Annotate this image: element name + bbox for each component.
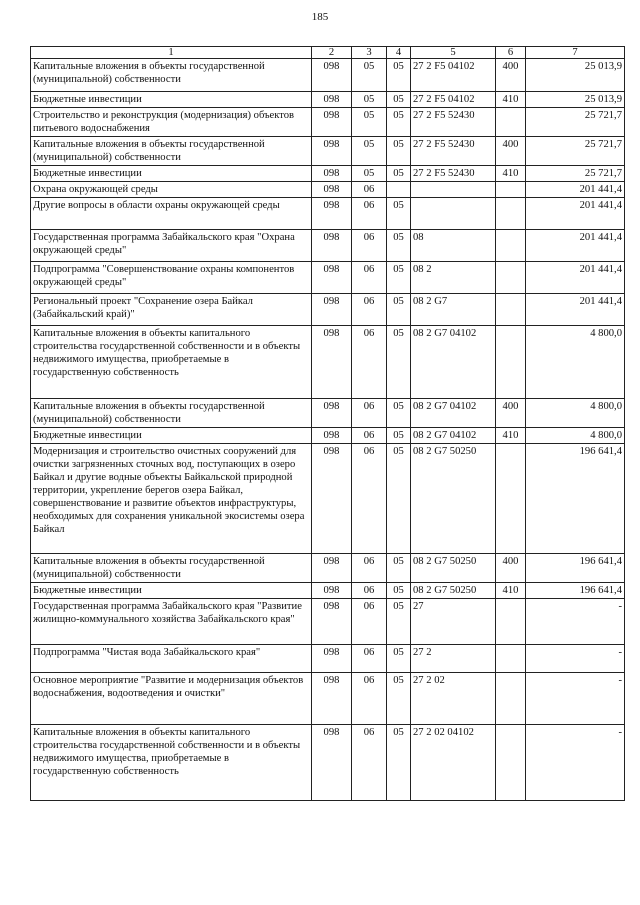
cell-expense-type: 410 — [496, 92, 526, 108]
cell-section: 05 — [352, 59, 387, 92]
cell-amount: 196 641,4 — [526, 554, 625, 583]
cell-amount: 4 800,0 — [526, 428, 625, 444]
cell-expense-type — [496, 262, 526, 294]
table-row — [31, 59, 625, 92]
row-name: Подпрограмма "Совершенствование охраны компонентов окружающей среды" — [31, 262, 312, 294]
cell-target-article: 27 2 02 — [411, 673, 496, 725]
cell-subsection: 05 — [387, 166, 411, 182]
row-name: Государственная программа Забайкальского края "Охрана окружающей среды" — [31, 230, 312, 262]
table-row — [31, 137, 625, 166]
cell-expense-type — [496, 673, 526, 725]
cell-expense-type: 410 — [496, 428, 526, 444]
cell-target-article: 08 2 G7 04102 — [411, 326, 496, 399]
row-name: Подпрограмма "Чистая вода Забайкальского края" — [31, 645, 312, 673]
cell-section: 06 — [352, 399, 387, 428]
cell-ministry-code: 098 — [312, 294, 352, 326]
cell-ministry-code: 098 — [312, 230, 352, 262]
cell-target-article: 27 2 F5 52430 — [411, 108, 496, 137]
cell-amount: - — [526, 673, 625, 725]
cell-amount: 196 641,4 — [526, 444, 625, 554]
cell-ministry-code: 098 — [312, 554, 352, 583]
column-header: 5 — [411, 47, 496, 59]
cell-ministry-code: 098 — [312, 108, 352, 137]
cell-ministry-code: 098 — [312, 583, 352, 599]
cell-amount: 4 800,0 — [526, 399, 625, 428]
cell-ministry-code: 098 — [312, 428, 352, 444]
row-name: Бюджетные инвестиции — [31, 583, 312, 599]
cell-subsection: 05 — [387, 444, 411, 554]
cell-expense-type — [496, 198, 526, 230]
cell-target-article: 08 2 G7 — [411, 294, 496, 326]
cell-ministry-code: 098 — [312, 92, 352, 108]
cell-subsection: 05 — [387, 725, 411, 801]
cell-target-article — [411, 198, 496, 230]
cell-target-article: 27 2 02 04102 — [411, 725, 496, 801]
column-header: 2 — [312, 47, 352, 59]
cell-expense-type: 400 — [496, 59, 526, 92]
cell-section: 06 — [352, 182, 387, 198]
cell-expense-type — [496, 182, 526, 198]
table-row — [31, 166, 625, 182]
row-name: Охрана окружающей среды — [31, 182, 312, 198]
header-row — [31, 47, 625, 59]
cell-subsection: 05 — [387, 294, 411, 326]
cell-amount: 25 721,7 — [526, 108, 625, 137]
cell-expense-type — [496, 326, 526, 399]
table-row — [31, 599, 625, 645]
cell-subsection: 05 — [387, 230, 411, 262]
cell-section: 06 — [352, 599, 387, 645]
table-row — [31, 294, 625, 326]
cell-amount: - — [526, 599, 625, 645]
row-name: Бюджетные инвестиции — [31, 166, 312, 182]
row-name: Региональный проект "Сохранение озера Байкал (Забайкальский край)" — [31, 294, 312, 326]
cell-subsection: 05 — [387, 198, 411, 230]
row-name: Основное мероприятие "Развитие и модернизация объектов водоснабжения, водоотведения и очистки" — [31, 673, 312, 725]
cell-target-article: 27 2 F5 04102 — [411, 59, 496, 92]
row-name: Капитальные вложения в объекты государственной (муниципальной) собственности — [31, 554, 312, 583]
cell-subsection: 05 — [387, 326, 411, 399]
cell-expense-type: 400 — [496, 137, 526, 166]
cell-amount: 196 641,4 — [526, 583, 625, 599]
column-header: 6 — [496, 47, 526, 59]
cell-target-article: 27 2 F5 52430 — [411, 137, 496, 166]
cell-ministry-code: 098 — [312, 166, 352, 182]
cell-section: 06 — [352, 444, 387, 554]
cell-expense-type — [496, 725, 526, 801]
cell-subsection — [387, 182, 411, 198]
cell-ministry-code: 098 — [312, 645, 352, 673]
cell-section: 05 — [352, 137, 387, 166]
table-row — [31, 583, 625, 599]
cell-expense-type — [496, 294, 526, 326]
table-row — [31, 108, 625, 137]
cell-expense-type — [496, 108, 526, 137]
cell-expense-type: 400 — [496, 399, 526, 428]
cell-ministry-code: 098 — [312, 673, 352, 725]
row-name: Капитальные вложения в объекты государственной (муниципальной) собственности — [31, 399, 312, 428]
column-header: 3 — [352, 47, 387, 59]
cell-section: 05 — [352, 108, 387, 137]
column-header: 7 — [526, 47, 625, 59]
table-row — [31, 92, 625, 108]
cell-ministry-code: 098 — [312, 599, 352, 645]
cell-section: 06 — [352, 554, 387, 583]
table-row — [31, 645, 625, 673]
table-row — [31, 326, 625, 399]
table-row — [31, 673, 625, 725]
row-name: Государственная программа Забайкальского края "Развитие жилищно-коммунального хозяйства Забайкальского края" — [31, 599, 312, 645]
table-row — [31, 554, 625, 583]
cell-amount: 201 441,4 — [526, 198, 625, 230]
cell-ministry-code: 098 — [312, 725, 352, 801]
cell-amount: 25 013,9 — [526, 92, 625, 108]
cell-subsection: 05 — [387, 554, 411, 583]
cell-subsection: 05 — [387, 428, 411, 444]
table-row — [31, 399, 625, 428]
table-row — [31, 230, 625, 262]
cell-ministry-code: 098 — [312, 399, 352, 428]
cell-expense-type: 410 — [496, 166, 526, 182]
cell-subsection: 05 — [387, 399, 411, 428]
cell-target-article: 27 — [411, 599, 496, 645]
cell-section: 06 — [352, 198, 387, 230]
cell-expense-type — [496, 645, 526, 673]
cell-target-article: 08 2 — [411, 262, 496, 294]
row-name: Капитальные вложения в объекты капитального строительства государственной собственности и в объекты недвижимого имущества, приобретаемые в государственную собственность — [31, 326, 312, 399]
cell-target-article: 08 — [411, 230, 496, 262]
cell-expense-type — [496, 444, 526, 554]
cell-ministry-code: 098 — [312, 444, 352, 554]
row-name: Бюджетные инвестиции — [31, 92, 312, 108]
cell-section: 05 — [352, 166, 387, 182]
cell-section: 06 — [352, 583, 387, 599]
cell-expense-type — [496, 599, 526, 645]
cell-ministry-code: 098 — [312, 326, 352, 399]
cell-subsection: 05 — [387, 673, 411, 725]
row-name: Бюджетные инвестиции — [31, 428, 312, 444]
row-name: Капитальные вложения в объекты государственной (муниципальной) собственности — [31, 59, 312, 92]
cell-subsection: 05 — [387, 262, 411, 294]
cell-section: 06 — [352, 262, 387, 294]
cell-subsection: 05 — [387, 645, 411, 673]
cell-subsection: 05 — [387, 137, 411, 166]
cell-target-article: 08 2 G7 50250 — [411, 583, 496, 599]
cell-section: 06 — [352, 230, 387, 262]
cell-amount: 25 013,9 — [526, 59, 625, 92]
budget-table — [30, 46, 625, 801]
cell-amount: - — [526, 725, 625, 801]
cell-section: 06 — [352, 294, 387, 326]
cell-expense-type: 400 — [496, 554, 526, 583]
cell-target-article: 08 2 G7 50250 — [411, 444, 496, 554]
row-name: Капитальные вложения в объекты государственной (муниципальной) собственности — [31, 137, 312, 166]
table-row — [31, 198, 625, 230]
cell-section: 06 — [352, 645, 387, 673]
table-row — [31, 725, 625, 801]
cell-target-article — [411, 182, 496, 198]
cell-ministry-code: 098 — [312, 182, 352, 198]
cell-amount: 201 441,4 — [526, 294, 625, 326]
cell-subsection: 05 — [387, 59, 411, 92]
cell-amount: 201 441,4 — [526, 230, 625, 262]
cell-amount: 4 800,0 — [526, 326, 625, 399]
row-name: Модернизация и строительство очистных сооружений для очистки загрязненных сточных вод, поступающих в озеро Байкал и другие водные объекты Байкальской природной территории, укрепление берегов озера Байкал, совершенствование и развитие объектов инфраструктуры, необходимых для сохранения уникальной экосистемы озера Байкал — [31, 444, 312, 554]
cell-section: 06 — [352, 428, 387, 444]
cell-target-article: 27 2 F5 04102 — [411, 92, 496, 108]
cell-subsection: 05 — [387, 599, 411, 645]
cell-section: 06 — [352, 326, 387, 399]
row-name: Капитальные вложения в объекты капитального строительства государственной собственности и в объекты недвижимого имущества, приобретаемые в государственную собственность — [31, 725, 312, 801]
cell-ministry-code: 098 — [312, 137, 352, 166]
cell-ministry-code: 098 — [312, 262, 352, 294]
cell-amount: - — [526, 645, 625, 673]
cell-section: 05 — [352, 92, 387, 108]
cell-target-article: 27 2 — [411, 645, 496, 673]
cell-ministry-code: 098 — [312, 59, 352, 92]
column-header: 4 — [387, 47, 411, 59]
page-number: 185 — [311, 11, 329, 23]
cell-subsection: 05 — [387, 92, 411, 108]
column-header: 1 — [31, 47, 312, 59]
row-name: Строительство и реконструкция (модернизация) объектов питьевого водоснабжения — [31, 108, 312, 137]
cell-expense-type — [496, 230, 526, 262]
cell-target-article: 27 2 F5 52430 — [411, 166, 496, 182]
cell-ministry-code: 098 — [312, 198, 352, 230]
cell-expense-type: 410 — [496, 583, 526, 599]
cell-amount: 25 721,7 — [526, 137, 625, 166]
row-name: Другие вопросы в области охраны окружающей среды — [31, 198, 312, 230]
cell-amount: 201 441,4 — [526, 182, 625, 198]
table-row — [31, 182, 625, 198]
cell-target-article: 08 2 G7 04102 — [411, 428, 496, 444]
cell-amount: 201 441,4 — [526, 262, 625, 294]
cell-subsection: 05 — [387, 108, 411, 137]
cell-target-article: 08 2 G7 04102 — [411, 399, 496, 428]
cell-subsection: 05 — [387, 583, 411, 599]
table-row — [31, 444, 625, 554]
cell-amount: 25 721,7 — [526, 166, 625, 182]
cell-target-article: 08 2 G7 50250 — [411, 554, 496, 583]
table-row — [31, 262, 625, 294]
cell-section: 06 — [352, 673, 387, 725]
table-row — [31, 428, 625, 444]
cell-section: 06 — [352, 725, 387, 801]
